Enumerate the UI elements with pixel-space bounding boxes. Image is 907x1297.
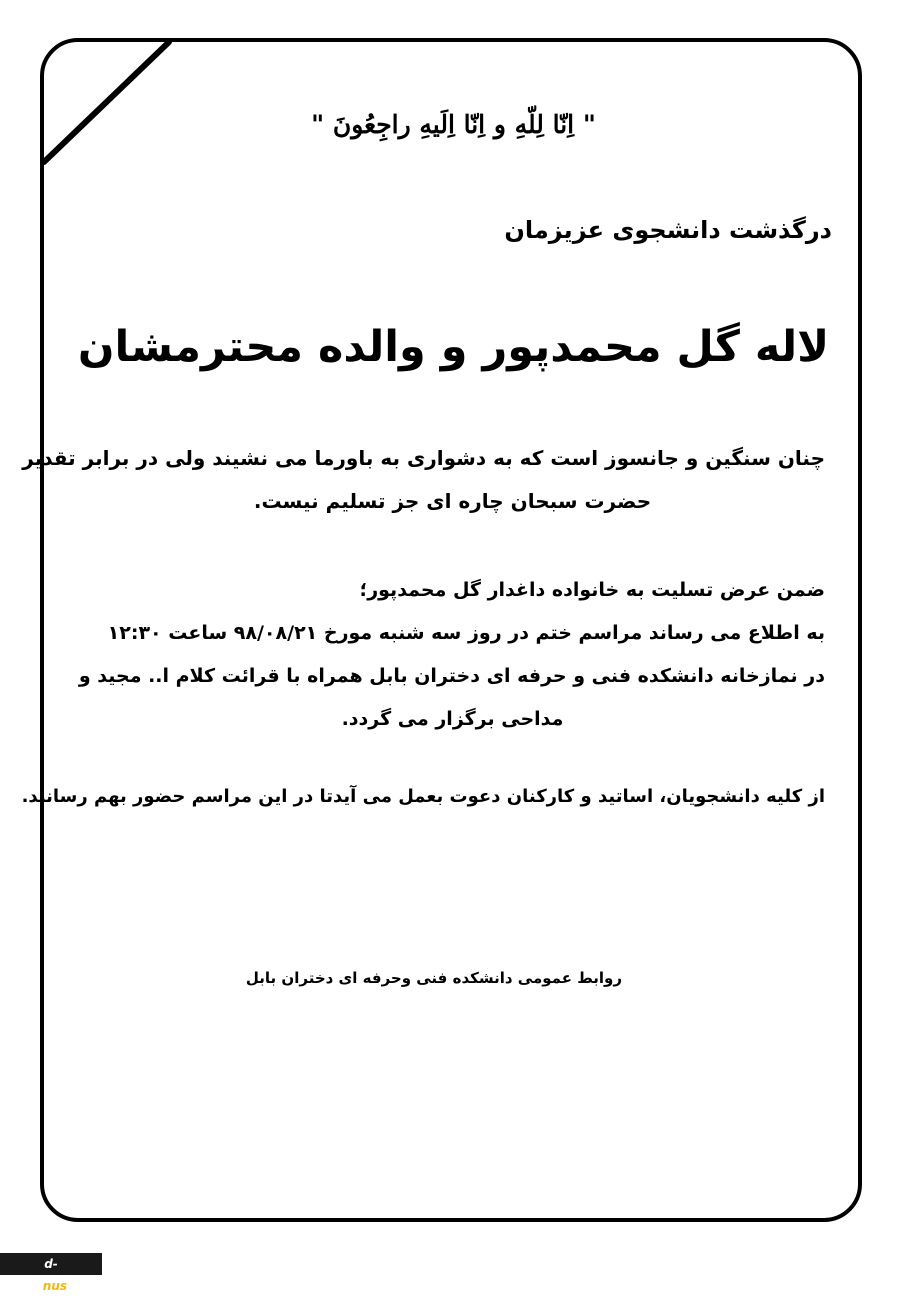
intro-heading: درگذشت دانشجوی عزیزمان xyxy=(504,216,832,244)
paragraph-line: مداحی برگزار می گردد. xyxy=(341,708,564,730)
signature: روابط عمومی دانشکده فنی وحرفه ای دختران بابل xyxy=(245,969,622,987)
condolence-paragraph xyxy=(22,437,825,523)
invitation-text: از کلیه دانشجویان، اساتید و کارکنان دعوت بعمل می آیدتا در این مراسم حضور بهم رسانند. xyxy=(21,786,825,807)
paragraph-line: در نمازخانه دانشکده فنی و حرفه ای دختران بابل همراه با قرائت کلام ا.. مجید و xyxy=(78,665,825,687)
paragraph-line: ضمن عرض تسلیت به خانواده داغدار گل محمدپور؛ xyxy=(359,579,825,601)
quran-verse: " اِنّا لِلّهِ و اِنّا اِلَیهِ راجِعُونَ " xyxy=(311,110,596,139)
watermark-suffix: .ac.ir xyxy=(67,1279,102,1293)
paragraph-line: چنان سنگین و جانسوز است که به دشواری به باورما می نشیند ولی در برابر تقدیر xyxy=(22,446,825,470)
site-watermark xyxy=(0,1253,102,1293)
mourning-ribbon xyxy=(44,42,184,172)
paragraph-line: به اطلاع می رساند مراسم ختم در روز سه شنبه مورخ ۹۸/۰۸/۲۱ ساعت ۱۲:۳۰ xyxy=(107,622,825,644)
watermark-accent: nus xyxy=(42,1279,68,1293)
watermark-prefix: d-babol. xyxy=(0,1257,58,1293)
ceremony-paragraph xyxy=(79,569,825,741)
paragraph-line: حضرت سبحان چاره ای جز تسلیم نیست. xyxy=(253,489,652,513)
deceased-name: لاله گل محمدپور و والده محترمشان xyxy=(77,322,830,372)
